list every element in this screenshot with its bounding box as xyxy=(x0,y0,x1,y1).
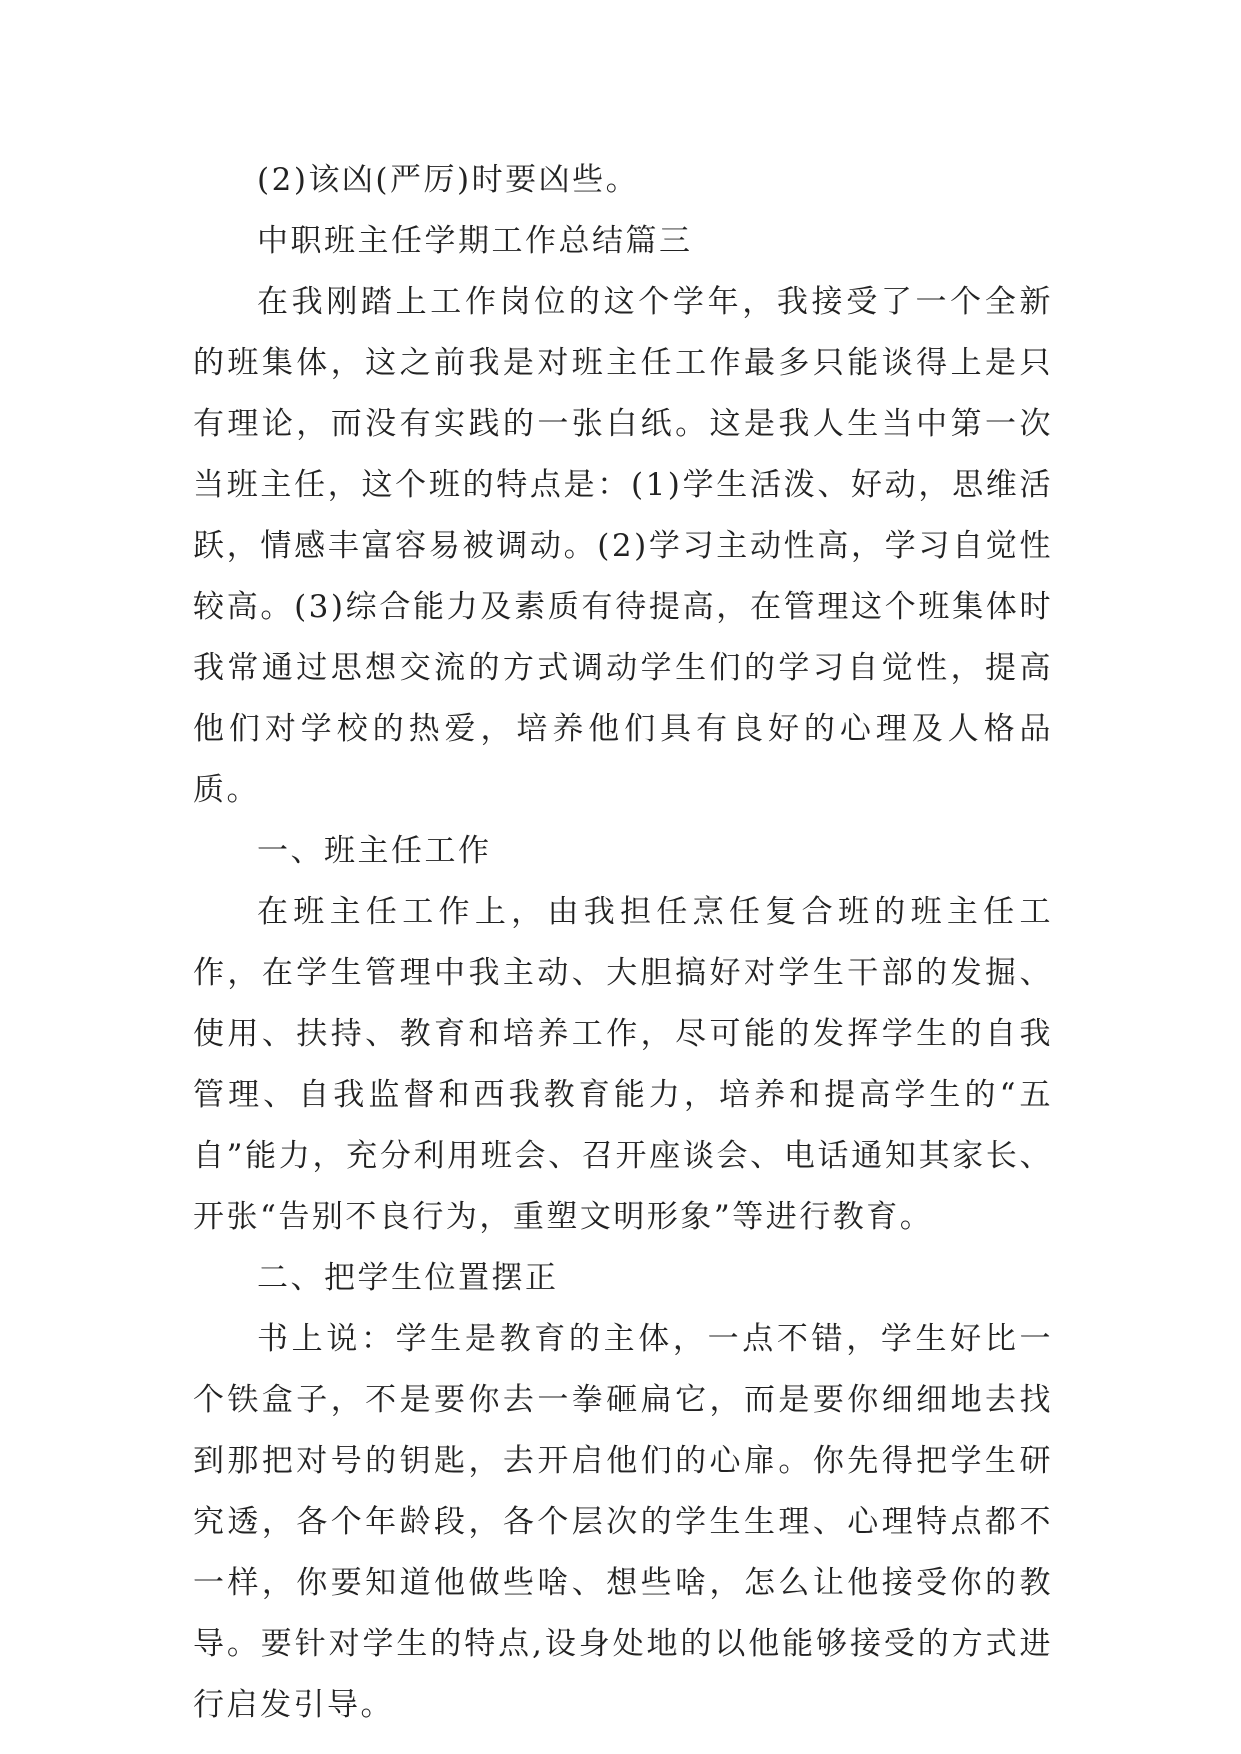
paragraph-head-teacher-work: 在班主任工作上，由我担任烹任复合班的班主任工作，在学生管理中我主动、大胆搞好对学生干部的发掘、使用、扶持、教育和培养工作，尽可能的发挥学生的自我管理、自我监督和西我教育能力，培养和提高学生的“五自”能力，充分利用班会、召开座谈会、电话通知其家长、开张“告别不良行为，重塑文明形象”等进行教育。 xyxy=(193,894,1053,1235)
heading-head-teacher-work: 一、班主任工作 xyxy=(257,833,492,869)
heading-student-position: 二、把学生位置摆正 xyxy=(257,1260,559,1296)
document-body xyxy=(193,150,1053,1736)
paragraph-student-position: 书上说：学生是教育的主体，一点不错，学生好比一个铁盒子，不是要你去一拳砸扁它，而是要你细细地去找到那把对号的钥匙，去开启他们的心扉。你先得把学生研究透，各个年龄段，各个层次的学生生理、心理特点都不一样，你要知道他做些啥、想些啥，怎么让他接受你的教导。要针对学生的特点,设身处地的以他能够接受的方式进行启发引导。 xyxy=(193,1321,1053,1723)
paragraph-strict-when-needed: (2)该凶(严厉)时要凶些。 xyxy=(257,162,640,198)
section-title-part-three: 中职班主任学期工作总结篇三 xyxy=(257,223,693,259)
paragraph-intro: 在我刚踏上工作岗位的这个学年，我接受了一个全新的班集体，这之前我是对班主任工作最多只能谈得上是只有理论，而没有实践的一张白纸。这是我人生当中第一次当班主任，这个班的特点是：(1)学生活泼、好动，思维活跃，情感丰富容易被调动。(2)学习主动性高，学习自觉性较高。(3)综合能力及素质有待提高，在管理这个班集体时我常通过思想交流的方式调动学生们的学习自觉性，提高他们对学校的热爱，培养他们具有良好的心理及人格品质。 xyxy=(193,284,1053,808)
